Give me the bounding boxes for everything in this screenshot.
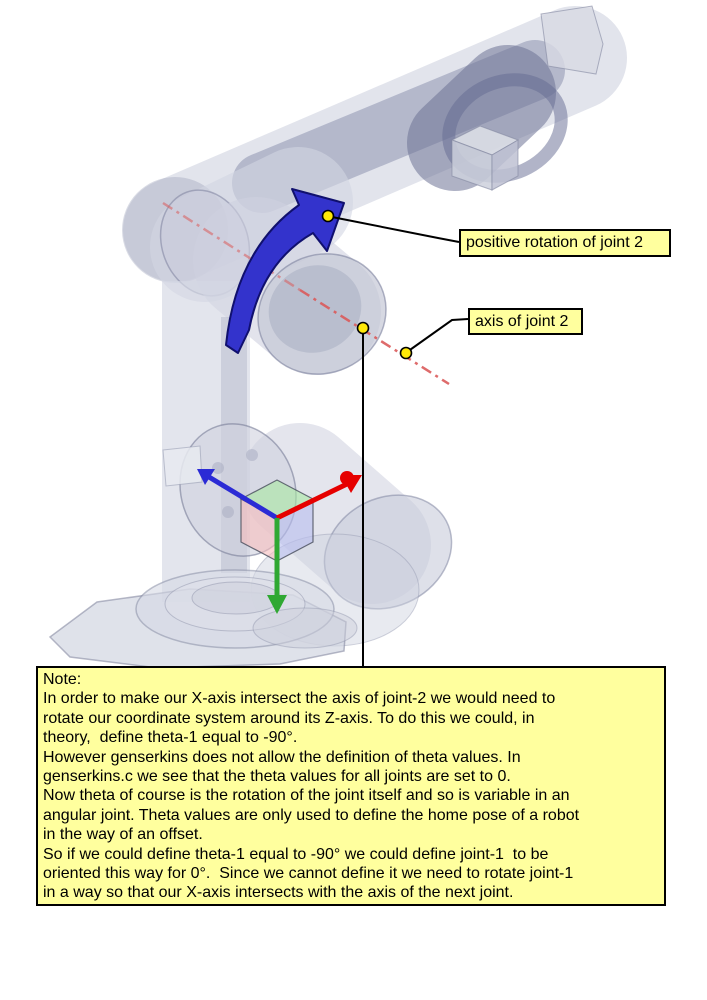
note-line: Now theta of course is the rotation of the joint itself and so is variable in an (43, 787, 570, 805)
note-line: rotate our coordinate system around its Z-axis. To do this we could, in (43, 709, 535, 727)
note-line: However genserkins does not allow the definition of theta values. In (43, 748, 521, 766)
marker-dot-rotation (323, 211, 334, 222)
note-line: theory, define theta-1 equal to -90°. (43, 729, 298, 747)
robot-arm-model (50, 6, 603, 668)
note-box (36, 666, 666, 906)
note-line: Note: (43, 671, 82, 688)
leader-line-axis-label (407, 319, 468, 352)
note-line: In order to make our X-axis intersect the axis of joint-2 we would need to (43, 690, 556, 708)
callout-axis-label: axis of joint 2 (475, 312, 569, 330)
leader-line-positive-rotation (332, 217, 459, 242)
note-line: angular joint. Theta values are only used to define the home pose of a robot (43, 806, 580, 824)
base-foot (50, 570, 357, 668)
callout-positive-rotation-label: positive rotation of joint 2 (466, 234, 643, 251)
note-line: oriented this way for 0°. Since we cannot define it we need to rotate joint-1 (43, 865, 574, 883)
note-line: genserkins.c we see that the theta values for all joints are set to 0. (43, 768, 511, 786)
note-line: So if we could define theta-1 equal to -90° we could define joint-1 to be (43, 845, 549, 863)
callout-positive-rotation (459, 229, 671, 257)
marker-dot-axis-inner (358, 323, 369, 334)
note-line: in a way so that our X-axis intersects with the axis of the next joint. (43, 884, 514, 902)
callout-axis-of-joint (468, 308, 583, 335)
note-line: in the way of an offset. (43, 826, 203, 844)
marker-dot-axis-outer (401, 348, 412, 359)
